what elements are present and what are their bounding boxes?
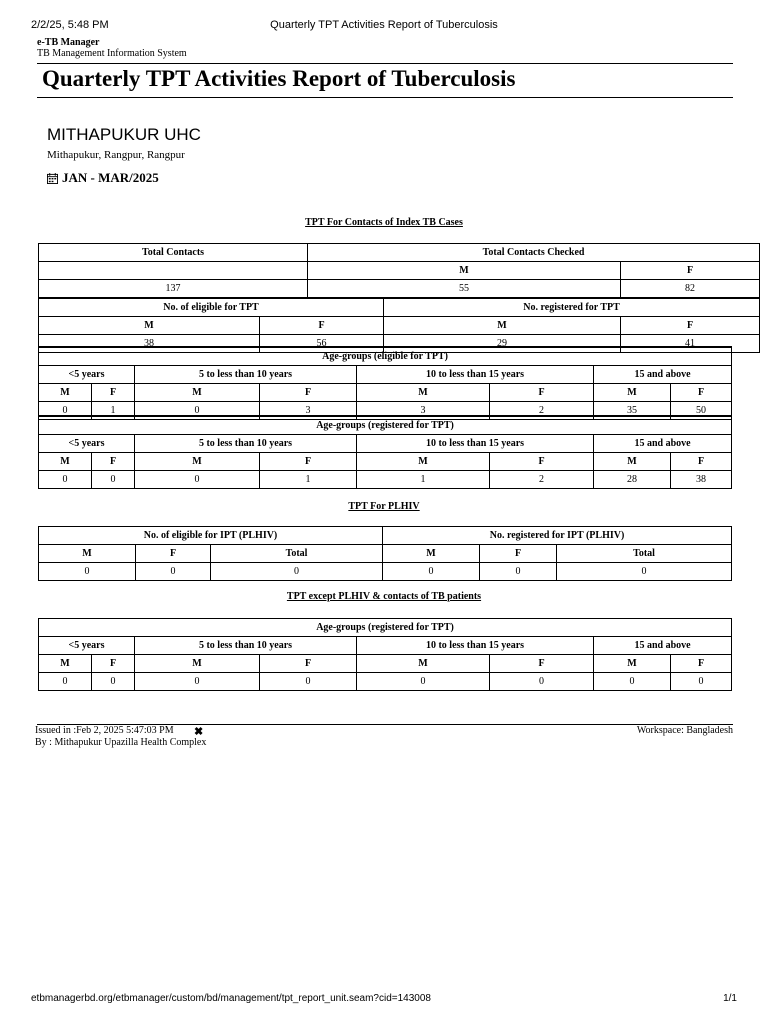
- sex-header: F: [671, 655, 732, 673]
- issued-date: Issued in :Feb 2, 2025 5:47:03 PM: [35, 725, 174, 736]
- print-page-number: 1/1: [723, 993, 737, 1004]
- sex-header: F: [260, 384, 357, 402]
- registered-f-header: F: [621, 317, 760, 335]
- contacts-table: [38, 243, 760, 353]
- age-eligible-value: 0: [135, 402, 260, 420]
- age-eligible-value: 35: [594, 402, 671, 420]
- age-15above-header: 15 and above: [594, 435, 732, 453]
- sex-header: M: [383, 545, 480, 563]
- footer-issued-block: [35, 725, 206, 749]
- sex-header: F: [92, 384, 135, 402]
- age-5to10-header: 5 to less than 10 years: [135, 637, 357, 655]
- sex-header: M: [594, 384, 671, 402]
- sex-header: M: [594, 655, 671, 673]
- age-15above-header: 15 and above: [594, 637, 732, 655]
- eligible-m-value: 38: [39, 335, 260, 353]
- except-section-title: TPT except PLHIV & contacts of TB patients: [286, 591, 482, 602]
- age-registered-value: 0: [39, 471, 92, 489]
- sex-header: F: [136, 545, 211, 563]
- age-lt5-header: <5 years: [39, 637, 135, 655]
- age-eligible-value: 0: [39, 402, 92, 420]
- plhiv-value: 0: [480, 563, 557, 581]
- age-lt5-header: <5 years: [39, 366, 135, 384]
- checked-f-header: F: [621, 262, 760, 280]
- except-age-header: Age-groups (registered for TPT): [39, 619, 732, 637]
- age-eligible-value: 3: [357, 402, 490, 420]
- except-value: 0: [135, 673, 260, 691]
- age-registered-value: 1: [260, 471, 357, 489]
- eligible-header: No. of eligible for TPT: [39, 298, 384, 317]
- title-rule: [37, 97, 733, 98]
- unit-name: MITHAPUKUR UHC: [47, 125, 201, 144]
- app-subtitle: TB Management Information System: [37, 48, 187, 59]
- age-registered-value: 2: [490, 471, 594, 489]
- sex-header: M: [39, 384, 92, 402]
- sex-header: M: [135, 384, 260, 402]
- plhiv-value: 0: [557, 563, 732, 581]
- sex-header: F: [490, 453, 594, 471]
- total-header: Total: [211, 545, 383, 563]
- report-title: Quarterly TPT Activities Report of Tuberculosis: [42, 66, 516, 91]
- sex-header: M: [135, 655, 260, 673]
- sex-header: F: [490, 655, 594, 673]
- sex-header: M: [39, 655, 92, 673]
- age-5to10-header: 5 to less than 10 years: [135, 366, 357, 384]
- plhiv-value: 0: [211, 563, 383, 581]
- eligible-m-header: M: [39, 317, 260, 335]
- app-name: e-TB Manager: [37, 37, 100, 48]
- total-contacts-value: 137: [39, 280, 308, 299]
- age-registered-table: [38, 415, 732, 489]
- plhiv-table: [38, 526, 732, 581]
- sex-header: F: [260, 655, 357, 673]
- plhiv-section-title: TPT For PLHIV: [348, 501, 420, 512]
- except-value: 0: [39, 673, 92, 691]
- print-datetime: 2/2/25, 5:48 PM: [31, 19, 109, 31]
- checked-m-header: M: [308, 262, 621, 280]
- sex-header: F: [260, 453, 357, 471]
- age-15above-header: 15 and above: [594, 366, 732, 384]
- age-registered-value: 1: [357, 471, 490, 489]
- registered-m-value: 29: [384, 335, 621, 353]
- sex-header: F: [671, 384, 732, 402]
- age-registered-value: 28: [594, 471, 671, 489]
- plhiv-value: 0: [136, 563, 211, 581]
- registered-m-header: M: [384, 317, 621, 335]
- print-page-title: Quarterly TPT Activities Report of Tuberculosis: [270, 19, 498, 31]
- sex-header: M: [135, 453, 260, 471]
- registered-header: No. registered for TPT: [384, 298, 760, 317]
- except-value: 0: [594, 673, 671, 691]
- age-eligible-value: 3: [260, 402, 357, 420]
- age-registered-value: 0: [92, 471, 135, 489]
- header-rule: [37, 63, 733, 64]
- sex-header: M: [594, 453, 671, 471]
- except-value: 0: [260, 673, 357, 691]
- except-value: 0: [490, 673, 594, 691]
- print-url: etbmanagerbd.org/etbmanager/custom/bd/management/tpt_report_unit.seam?cid=143008: [31, 993, 431, 1004]
- report-period: [47, 170, 159, 186]
- sex-header: M: [357, 453, 490, 471]
- plhiv-value: 0: [383, 563, 480, 581]
- sex-header: M: [357, 655, 490, 673]
- total-header: Total: [557, 545, 732, 563]
- except-value: 0: [671, 673, 732, 691]
- checked-m-value: 55: [308, 280, 621, 299]
- period-label: JAN - MAR/2025: [62, 170, 159, 185]
- age-eligible-value: 1: [92, 402, 135, 420]
- except-table: [38, 618, 732, 691]
- age-5to10-header: 5 to less than 10 years: [135, 435, 357, 453]
- checked-f-value: 82: [621, 280, 760, 299]
- except-value: 0: [357, 673, 490, 691]
- plhiv-registered-header: No. registered for IPT (PLHIV): [383, 527, 732, 545]
- age-registered-value: 0: [135, 471, 260, 489]
- age-lt5-header: <5 years: [39, 435, 135, 453]
- sex-header: F: [490, 384, 594, 402]
- age-eligible-value: 50: [671, 402, 732, 420]
- age-eligible-header: Age-groups (eligible for TPT): [39, 347, 732, 366]
- eligible-f-header: F: [260, 317, 384, 335]
- calendar-icon: [47, 173, 58, 184]
- eligible-f-value: 56: [260, 335, 384, 353]
- close-icon: ✖: [194, 726, 204, 738]
- total-contacts-header: Total Contacts: [39, 244, 308, 262]
- sex-header: F: [480, 545, 557, 563]
- registered-f-value: 41: [621, 335, 760, 353]
- age-10to15-header: 10 to less than 15 years: [357, 637, 594, 655]
- age-eligible-table: [38, 346, 732, 420]
- sex-header: M: [357, 384, 490, 402]
- age-10to15-header: 10 to less than 15 years: [357, 366, 594, 384]
- sex-header: M: [39, 545, 136, 563]
- sex-header: M: [39, 453, 92, 471]
- issued-by: By : Mithapukur Upazilla Health Complex: [35, 737, 207, 748]
- plhiv-eligible-header: No. of eligible for IPT (PLHIV): [39, 527, 383, 545]
- age-registered-value: 38: [671, 471, 732, 489]
- contacts-section-title: TPT For Contacts of Index TB Cases: [305, 217, 463, 228]
- unit-address: Mithapukur, Rangpur, Rangpur: [47, 149, 185, 161]
- age-registered-header: Age-groups (registered for TPT): [39, 416, 732, 435]
- sex-header: F: [92, 655, 135, 673]
- age-eligible-value: 2: [490, 402, 594, 420]
- sex-header: F: [671, 453, 732, 471]
- blank-cell: [39, 262, 308, 280]
- total-checked-header: Total Contacts Checked: [308, 244, 760, 262]
- age-10to15-header: 10 to less than 15 years: [357, 435, 594, 453]
- sex-header: F: [92, 453, 135, 471]
- plhiv-value: 0: [39, 563, 136, 581]
- except-value: 0: [92, 673, 135, 691]
- workspace-label: Workspace: Bangladesh: [636, 725, 733, 736]
